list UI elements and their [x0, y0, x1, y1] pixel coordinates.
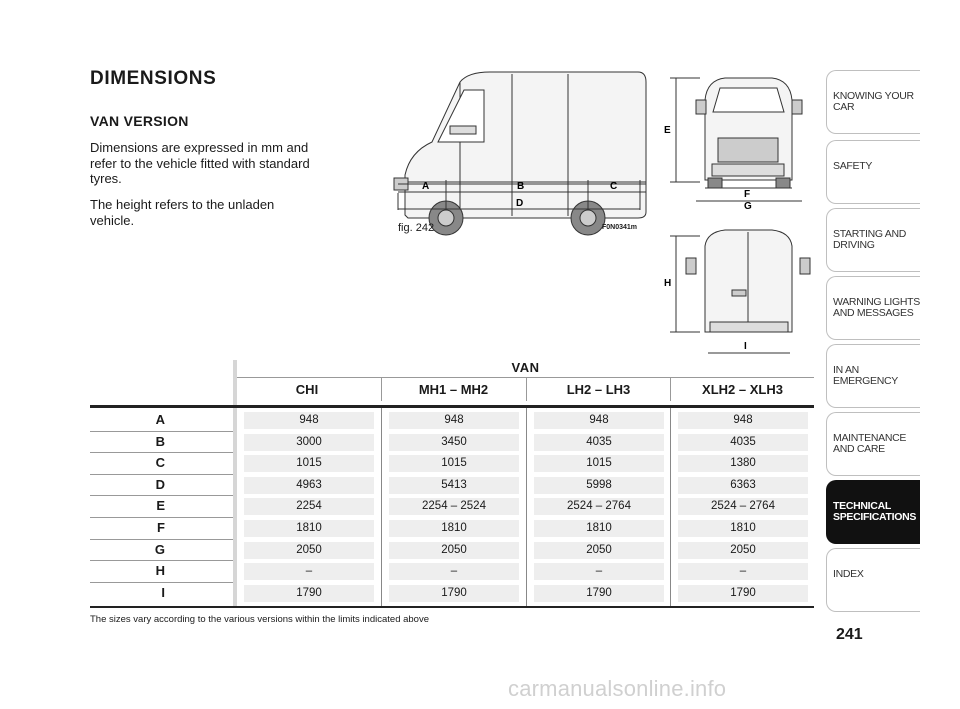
dim-label-c: C: [610, 181, 618, 192]
row-divider: [90, 539, 233, 540]
table-cell: 4035: [678, 434, 808, 451]
table-cell: 2254: [244, 498, 374, 515]
table-cell: 1790: [244, 585, 374, 602]
table-cell: –: [534, 563, 664, 580]
table-cell: 948: [678, 412, 808, 429]
sidebar-tab-technical-specifications[interactable]: TECHNICAL SPECIFICATIONS: [826, 480, 920, 544]
table-cell: 2050: [244, 542, 374, 559]
figure-code: F0N0341m: [602, 224, 638, 231]
column-header-mh: MH1 – MH2: [418, 382, 489, 397]
table-cell: 4035: [534, 434, 664, 451]
column-header-chi: CHI: [295, 382, 319, 397]
van-front-view: [696, 78, 802, 188]
dim-label-h: H: [664, 278, 672, 289]
table-cell: 5413: [389, 477, 519, 494]
row-divider: [90, 495, 233, 496]
column-header-xlh: XLH2 – XLH3: [702, 382, 783, 397]
sidebar-tab-warning-lights-and-messages[interactable]: WARNING LIGHTS AND MESSAGES: [826, 276, 920, 340]
dim-label-e: E: [664, 125, 671, 136]
row-divider: [90, 560, 233, 561]
row-divider: [90, 431, 233, 432]
table-cell: 948: [534, 412, 664, 429]
table-cell: 2254 – 2524: [389, 498, 519, 515]
watermark: carmanualsonline.info: [508, 676, 727, 701]
dim-label-i: I: [744, 341, 747, 352]
row-label-a: A: [155, 412, 165, 427]
row-divider: [90, 517, 233, 518]
table-cell: 1015: [389, 455, 519, 472]
van-side-view: [394, 72, 646, 235]
column-separator: [670, 408, 671, 606]
row-label-g: G: [154, 541, 165, 557]
table-group-header: VAN: [511, 360, 540, 375]
header-rule: [90, 405, 814, 408]
column-separator: [381, 408, 382, 606]
row-label-d: D: [155, 476, 165, 492]
sidebar-tab-maintenance-and-care[interactable]: MAINTENANCE AND CARE: [826, 412, 920, 476]
row-label-h: H: [155, 563, 165, 579]
table-cell: 2050: [678, 542, 808, 559]
table-cell: 948: [244, 412, 374, 429]
row-divider: [90, 452, 233, 453]
table-left-bar: [233, 360, 237, 608]
table-cell: 1810: [244, 520, 374, 537]
sidebar-tab-knowing-your-car[interactable]: KNOWING YOUR CAR: [826, 70, 920, 134]
sidebar-tab-in-an-emergency[interactable]: IN AN EMERGENCY: [826, 344, 920, 408]
table-cell: 1380: [678, 455, 808, 472]
dim-label-f: F: [744, 189, 751, 200]
row-label-i: I: [161, 584, 165, 600]
table-cell: 1790: [389, 585, 519, 602]
dim-label-a: A: [422, 181, 430, 192]
dim-label-d: D: [516, 198, 524, 209]
row-label-b: B: [155, 433, 165, 449]
table-cell: 948: [389, 412, 519, 429]
table-cell: 1015: [244, 455, 374, 472]
table-cell: –: [244, 563, 374, 580]
table-cell: –: [678, 563, 808, 580]
row-label-e: E: [156, 498, 165, 514]
page-title: DIMENSIONS: [90, 68, 217, 89]
van-dimensions-figure: [380, 60, 820, 360]
table-cell: 1810: [534, 520, 664, 537]
table-cell: 2524 – 2764: [678, 498, 808, 515]
table-cell: 5998: [534, 477, 664, 494]
table-cell: –: [389, 563, 519, 580]
dim-label-g: G: [744, 201, 752, 212]
table-cell: 3000: [244, 434, 374, 451]
column-separator: [526, 408, 527, 606]
table-footnote: The sizes vary according to the various versions within the limits indicated above: [90, 614, 429, 625]
row-divider: [90, 582, 233, 583]
intro-paragraph: Dimensions are expressed in mm and refer to the vehicle fitted with standard tyres.: [90, 140, 310, 186]
table-bottom-rule: [90, 606, 814, 608]
figure-caption: fig. 242: [398, 222, 435, 234]
table-cell: 6363: [678, 477, 808, 494]
van-rear-view: [686, 230, 810, 332]
table-cell: 1810: [389, 520, 519, 537]
section-subtitle: VAN VERSION: [90, 113, 189, 129]
height-note-paragraph: The height refers to the unladen vehicle.: [90, 197, 275, 228]
sidebar-tab-index[interactable]: INDEX: [826, 548, 920, 612]
table-cell: 1790: [534, 585, 664, 602]
table-cell: 4963: [244, 477, 374, 494]
row-label-c: C: [155, 455, 165, 471]
table-cell: 3450: [389, 434, 519, 451]
row-divider: [90, 474, 233, 475]
table-cell: 1810: [678, 520, 808, 537]
table-cell: 2050: [534, 542, 664, 559]
table-cell: 2050: [389, 542, 519, 559]
table-cell: 1015: [534, 455, 664, 472]
table-cell: 2524 – 2764: [534, 498, 664, 515]
sidebar-tab-starting-and-driving[interactable]: STARTING AND DRIVING: [826, 208, 920, 272]
row-label-f: F: [157, 520, 165, 535]
table-cell: 1790: [678, 585, 808, 602]
sidebar-tab-safety[interactable]: SAFETY: [826, 140, 920, 204]
dim-label-b: B: [517, 181, 525, 192]
column-header-lh: LH2 – LH3: [566, 382, 631, 397]
page-number: 241: [836, 626, 863, 643]
